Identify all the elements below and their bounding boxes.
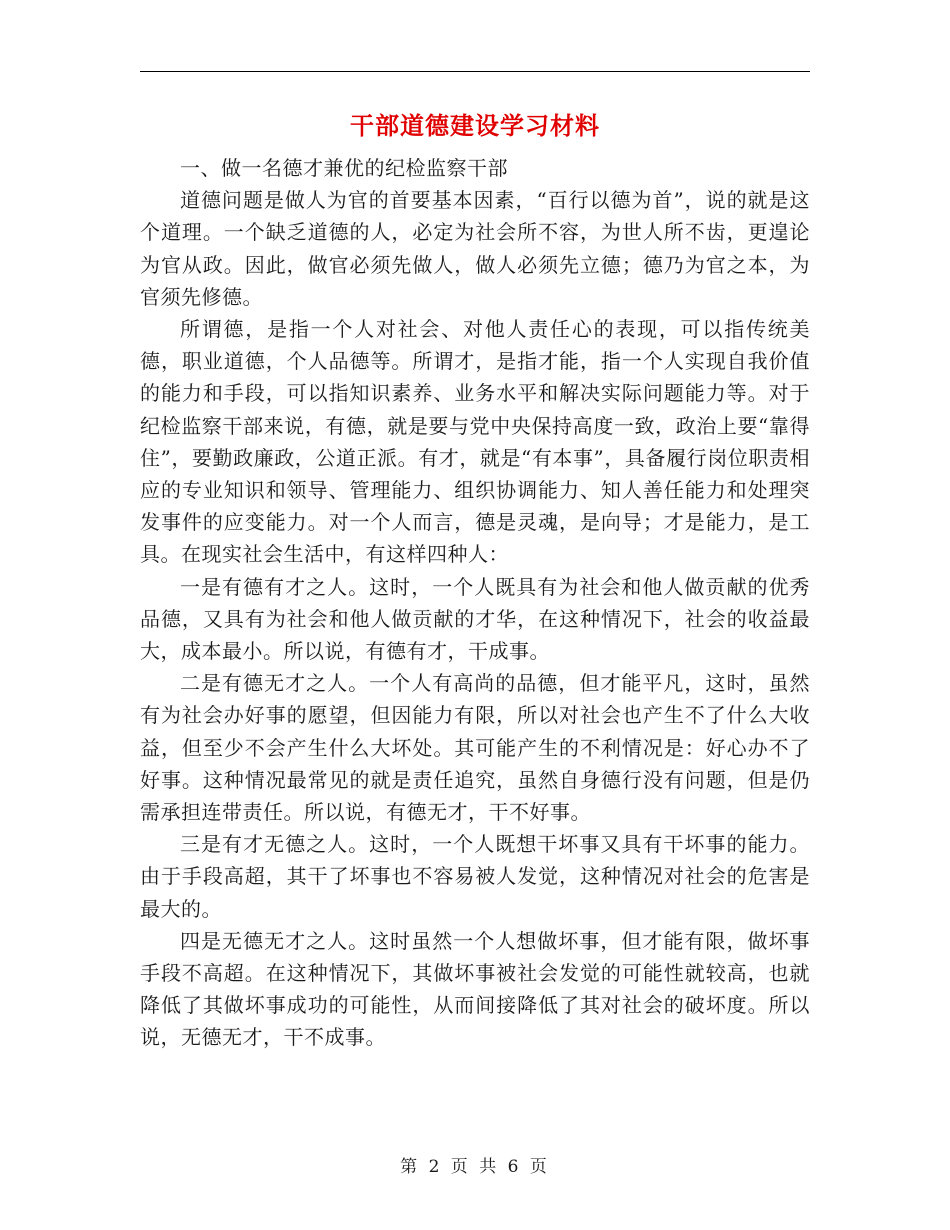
document-body [140, 152, 810, 1054]
paragraph-definition: 所谓德，是指一个人对社会、对他人责任心的表现，可以指传统美德，职业道德，个人品德等。所谓才，是指才能，指一个人实现自我价值的能力和手段，可以指知识素养、业务水平和解决实际问题能力等。对于纪检监察干部来说，有德，就是要与党中央保持高度一致，政治上要“靠得住”，要勤政廉政，公道正派。有才，就是“有本事”，具备履行岗位职责相应的专业知识和领导、管理能力、组织协调能力、知人善任能力和处理突发事件的应变能力。对一个人而言，德是灵魂，是向导；才是能力，是工具。在现实社会生活中，有这样四种人： [140, 317, 810, 567]
paragraph-intro: 道德问题是做人为官的首要基本因素，“百行以德为首”，说的就是这个道理。一个缺乏道德的人，必定为社会所不容，为世人所不齿，更遑论为官从政。因此，做官必须先做人，做人必须先立德；德乃为官之本，为官须先修德。 [140, 188, 810, 309]
page-number-footer: 第 2 页 共 6 页 [400, 1157, 550, 1177]
paragraph-type-three: 三是有才无德之人。这时，一个人既想干坏事又具有干坏事的能力。由于手段高超，其干了坏事也不容易被人发觉，这种情况对社会的危害是最大的。 [140, 832, 810, 921]
paragraph-type-two: 二是有德无才之人。一个人有高尚的品德，但才能平凡，这时，虽然有为社会办好事的愿望，但因能力有限，所以对社会也产生不了什么大收益，但至少不会产生什么大坏处。其可能产生的不利情况是：好心办不了好事。这种情况最常见的就是责任追究，虽然自身德行没有问题，但是仍需承担连带责任。所以说，有德无才，干不好事。 [140, 671, 810, 825]
paragraph-type-four: 四是无德无才之人。这时虽然一个人想做坏事，但才能有限，做坏事手段不高超。在这种情况下，其做坏事被社会发觉的可能性就较高，也就降低了其做坏事成功的可能性，从而间接降低了其对社会的破坏度。所以说，无德无才，干不成事。 [140, 928, 810, 1050]
header-rule [140, 71, 810, 72]
paragraph-type-one: 一是有德有才之人。这时，一个人既具有为社会和他人做贡献的优秀品德，又具有为社会和他人做贡献的才华，在这种情况下，社会的收益最大，成本最小。所以说，有德有才，干成事。 [140, 574, 810, 664]
section-heading: 一、做一名德才兼优的纪检监察干部 [180, 156, 508, 180]
document-title: 干部道德建设学习材料 [350, 112, 600, 140]
